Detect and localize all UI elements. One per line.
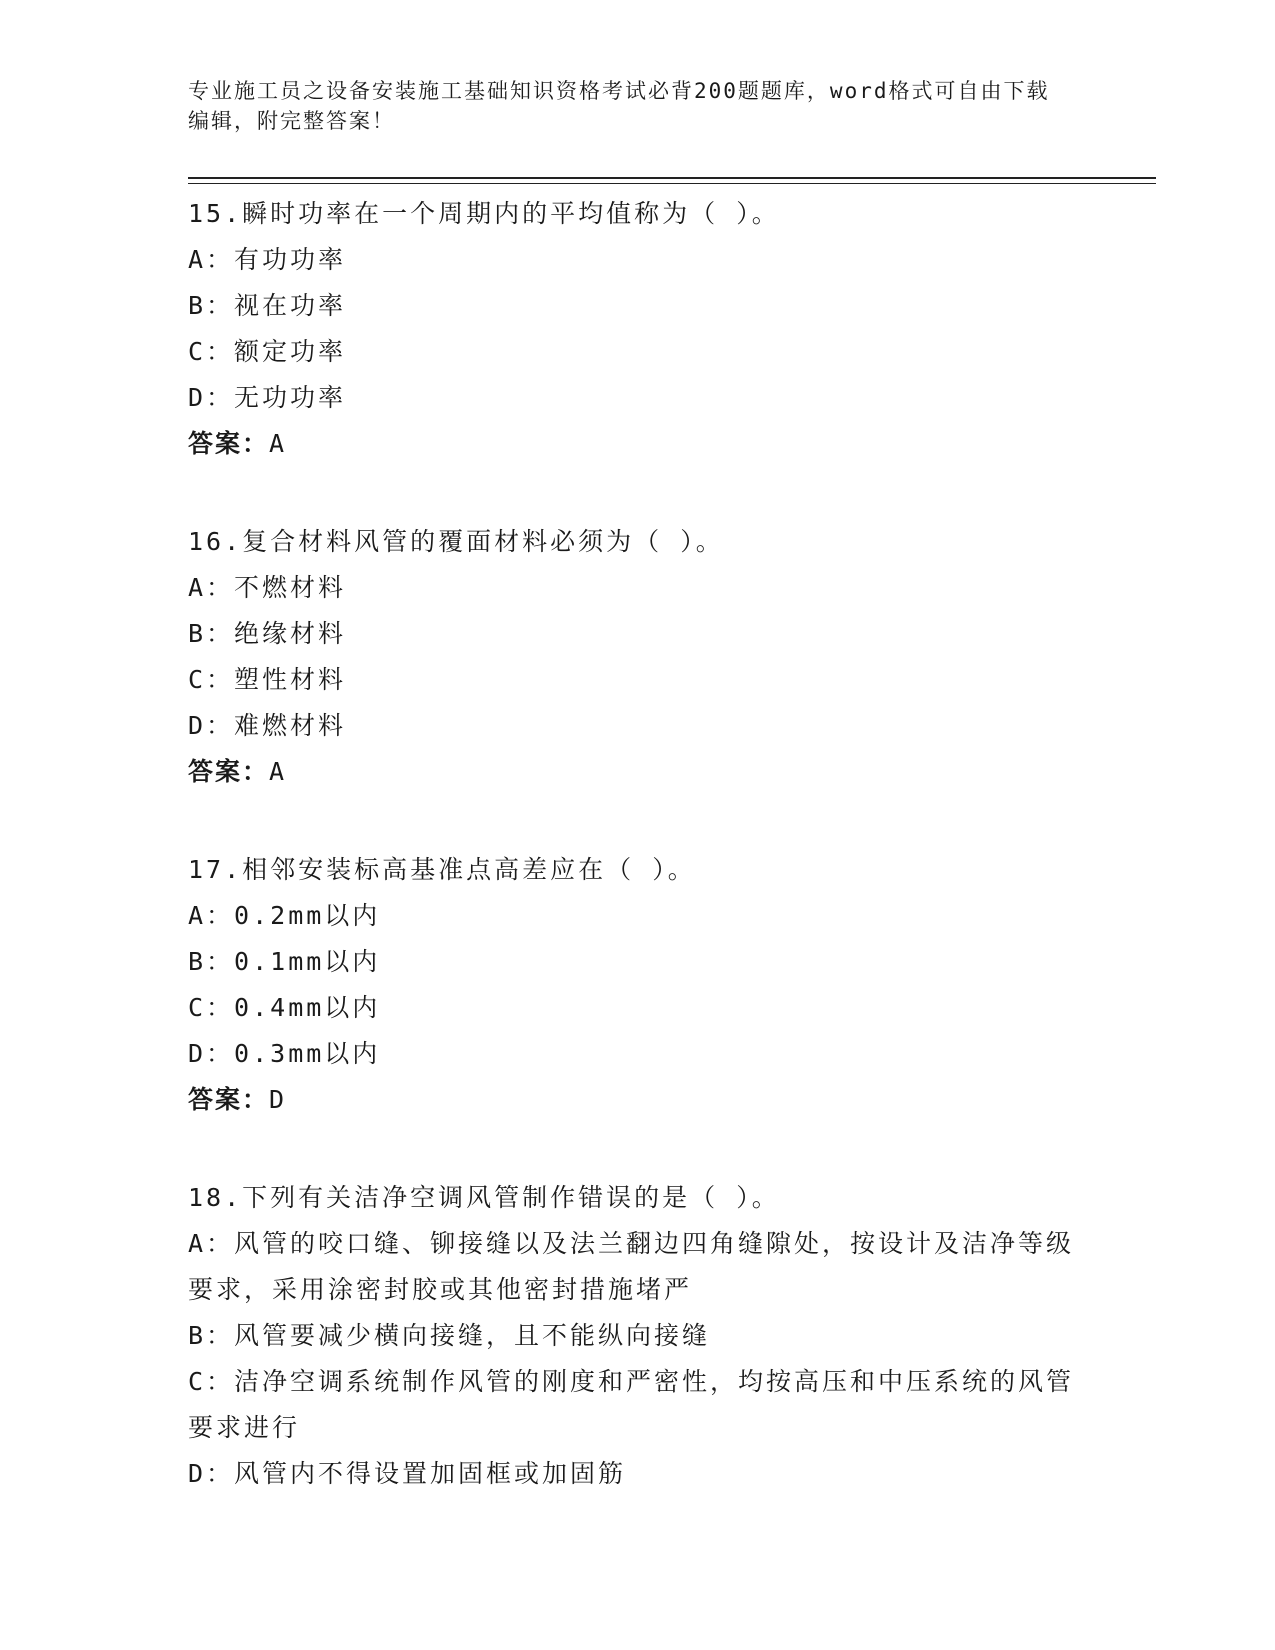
option-b: B：绝缘材料: [188, 619, 347, 648]
document-header: 专业施工员之设备安装施工基础知识资格考试必背200题题库，word格式可自由下载编辑，附完整答案！: [188, 79, 1050, 133]
question-18: [188, 1175, 1088, 1497]
option-c: C：额定功率: [188, 337, 347, 366]
question-stem: 18.下列有关洁净空调风管制作错误的是（ ）。: [188, 1183, 780, 1212]
option-b: B：0.1mm以内: [188, 947, 381, 976]
answer-value: A: [269, 429, 287, 458]
question-16: [188, 519, 1088, 795]
option-c: C：0.4mm以内: [188, 993, 381, 1022]
header-divider-thick: [188, 177, 1156, 179]
question-stem: 15.瞬时功率在一个周期内的平均值称为（ ）。: [188, 199, 780, 228]
option-a: A：风管的咬口缝、铆接缝以及法兰翻边四角缝隙处，按设计及洁净等级要求，采用涂密封胶或其他密封措施堵严: [188, 1229, 1075, 1304]
answer-label: 答案：: [188, 429, 270, 458]
answer-value: A: [269, 757, 287, 786]
option-d: D：难燃材料: [188, 711, 347, 740]
answer-line: [188, 749, 1088, 795]
option-a: A：不燃材料: [188, 573, 347, 602]
answer-line: [188, 421, 1088, 467]
option-c: C：洁净空调系统制作风管的刚度和严密性，均按高压和中压系统的风管要求进行: [188, 1367, 1075, 1442]
option-c: C：塑性材料: [188, 665, 347, 694]
option-b: B：风管要减少横向接缝，且不能纵向接缝: [188, 1321, 711, 1350]
option-b: B：视在功率: [188, 291, 347, 320]
option-d: D：风管内不得设置加固框或加固筋: [188, 1459, 627, 1488]
option-d: D：无功功率: [188, 383, 347, 412]
answer-label: 答案：: [188, 1085, 270, 1114]
question-list: [188, 191, 1088, 1549]
question-15: [188, 191, 1088, 467]
question-stem: 17.相邻安装标高基准点高差应在（ ）。: [188, 855, 696, 884]
answer-value: D: [269, 1085, 287, 1114]
question-17: [188, 847, 1088, 1123]
answer-line: [188, 1077, 1088, 1123]
option-d: D：0.3mm以内: [188, 1039, 381, 1068]
header-divider-thin: [188, 183, 1156, 184]
question-stem: 16.复合材料风管的覆面材料必须为（ ）。: [188, 527, 724, 556]
answer-label: 答案：: [188, 757, 270, 786]
option-a: A：有功功率: [188, 245, 347, 274]
option-a: A：0.2mm以内: [188, 901, 381, 930]
